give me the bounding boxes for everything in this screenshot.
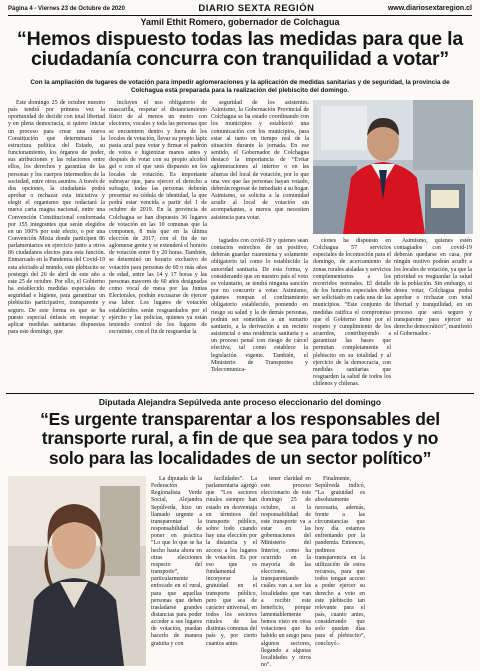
article1-text-4: tagiados con covid-19 y quienes sean contactos estrechos de un positivo, deberán guardar cuarentena y solamente obligatorio tal como lo establecido la autoridad sanitaria. De esta forma, y considerando que en nuestro país el voto es voluntario, se tendrá ninguna sanción por no concurrir a votar. Asimismo, quienes rompan el confinamiento obligatorio establecido, poniendo en riesgo su salud y la de demás personas, podrán ser sometidas a un sumario sanitario, a la derivación a un recinto asistencial o una residencia sanitaria y a un proceso penal con riesgo de cárcel efectiva, tal como establece la legislación vigente. También, el Ministerio de Transportes y Telecomunica- bbox=[211, 238, 308, 373]
article1-text-2: incluyen el uso obligatorio de mascarilla, respetar el distanciamiento físico de al menos un metro con electores, vocales y toda las personas que se encuentren dentro y fuera de los locales de votación, llevar su propio lápiz pasta azul para votar y firmar el padrón de votos e higienizar manos antes y después de votar con su propio alcohol gel o con el que será dispuesto en los locales de votación. Es importante subrayar que, para ejercer el derecho a sufragio, todas las personas deberán presentar su cédula de identidad, la que podrá estar vencida a partir del 1 de octubre de 2019. En la provincia de Colchagua se han dispuesto 36 lugares de votación en las 10 comunas que la componen, 8 más que en la última elección de 2017, con el fin de no aglomerar gente y se extenderá el horario de votación entre 8 y 20 horas. También, se determinó un horario exclusivo de votación para personas de 60 o más años de edad, entre las 14 y 17 horas y las personas mayores de 60 años designadas como vocal de mesa por las Juntas Electorales, podrán excusarse de ejercer esa labor. Los lugares de votación establecidos serán resguardados por el ejército y las policías, quienes ya están teniendo control de los lugares de escrutinio, con el fin de resguardar la bbox=[109, 100, 207, 335]
article2-kicker: Diputada Alejandra Sepúlveda ante proceso eleccionario del domingo bbox=[98, 397, 382, 407]
article2-column-6 bbox=[423, 476, 473, 666]
article2-text-2: facilidades”. La parlamentaria agregó que “Los sectores rurales siempre han estado en desventaja en términos del transporte público, sobre todo cuando hay una elección por la distancia y el acceso a los lugares de votación. Es por eso que es fundamental incorporar la gratuidad en el transporte público, pero que sea de carácter universal, en todos los sectores rurales de las distintas comunas del país y, por cierto cuantos antes bbox=[206, 476, 257, 647]
article1-column-5 bbox=[313, 238, 391, 390]
article1-column-6 bbox=[394, 238, 472, 390]
deputy-photo-image bbox=[8, 476, 146, 666]
article1-text-3: seguridad de los asistentes. Asimismo, la Gobernación Provincial de Colchagua se ha estado coordinando con los municipios y estableció una comunicación con los municipios, para estar al tanto en tiempo real de la situación durante la jornada. En ese sentido, el Gobernador de Colchagua destacó la importancia de “Evitar aglomeraciones al interior o en las afueras del local de votación, por lo que una vez que las personas hayan votado, deberán regresar de inmediato a su hogar. Asimismo, se solicita a la comunidad acudir al local de votación sin acompañantes, a menos que necesiten asistencia para votar. bbox=[211, 100, 309, 221]
article2-text-1: La diputada de la Federación Regionalista Verde Social, Alejandra Sepúlveda, hizo un llamado urgente a transparentar la responsabilidad de poner en práctica “Lo que lo que se ha hecho hasta ahora en otras elecciones respecto del transporte”, particularmente enfocado en el rural, para que aquellas personas que deben trasladarse grandes distancias para poder acceder a sus lugares de votación, puedan hacerlo de manera gratuita y con bbox=[151, 476, 202, 647]
section-divider bbox=[6, 393, 474, 394]
paper-name: DIARIO SEXTA REGIÓN bbox=[198, 3, 315, 14]
deputy-photo bbox=[8, 476, 146, 666]
page-date: Página 4 - Viernes 23 de Octubre de 2020 bbox=[8, 5, 125, 12]
article1-text-6: Asimismo, quienes estén contagiados con covid-19 deberán quedarse en casa, por ningún motivo podrán acudir a los locales de votación, ya que la prioridad es resguardar la salud de la población. Sin embargo, si desea votar, Colchagua podrá aprobar o rechazar con total libertad y tranquilidad, en un proceso que será seguro y transparente para ejercer su derecho democrático”, manifestó el Gobernador.- bbox=[394, 238, 473, 338]
article1-column-3 bbox=[211, 100, 309, 221]
article2-text-4: Finalmente, Sepúlveda indicó, “La gratuidad es absolutamente necesaria, además, frente a las circunstancias que hoy día estamos enfrentando por la pandemia. Entonces, pedimos transparencia en la utilización de estos recursos, para que todos tengan acceso a poder ejercer su derecho a voto en este plebiscito tan relevante para el país, cuanto antes, considerando que solo quedan días para el plebiscito”, concluyó.- bbox=[315, 476, 365, 647]
article2-column-3 bbox=[261, 476, 311, 669]
governor-photo bbox=[313, 100, 473, 234]
article2-text-3: tener claridad en este proceso eleccionario de este domingo 25 de octubre, si la responsabilidad de este transporte va a estar en las gobernaciones del Ministerio del Interior, como ha ocurrido en la mayoría de las elecciones, transparentando cuáles van a ser las localidades que van a recibir este beneficio, porque lamentablemente hemos visto en otras votaciones que ha habido un sesgo para algunos sectores, llegando a algunas localidades y otros no”. bbox=[261, 476, 311, 669]
website-link[interactable]: www.diariosextaregion.cl bbox=[387, 5, 472, 12]
article1-column-1 bbox=[8, 100, 105, 390]
article2-column-2 bbox=[206, 476, 257, 666]
article1-deck: Con la ampliación de lugares de votación para impedir aglomeraciones y la aplicación de medidas sanitarias y de seguridad, la provincia de Colchagua está preparada para la realización del plebiscito del domingo. bbox=[30, 79, 450, 94]
article1-headline: “Hemos dispuesto todas las medidas para que la ciudadanía concurra con tranquilidad a votar” bbox=[17, 28, 463, 71]
governor-photo-image bbox=[313, 100, 473, 234]
article2-column-5 bbox=[369, 476, 419, 666]
article1-text-5: ciones ha dispuesto en Colchagua 57 servicios especiales de locomoción para el domingo, de acercamiento de zonas rurales aisladas y servicios complementarios a los recorridos normales. El detalle de los horarios especiales debe ser solicitado en cada una de las municipios. “Este conjunto de medidas ratifica el compromiso que el Gobierno tiene por el respeto y cumplimiento de los acuerdos, contribuyendo a garantizar las bases que permitan completamente el plebiscito en su totalidad y al ejercicio de la democracia, con medidas sanitarias que resguarden la salud de todos los chilenos y chilenas. bbox=[313, 238, 391, 388]
article2-headline: “Es urgente transparentar a los responsables del transporte rural, a fin de que sea para todos y no solo para las localidades de un sector político” bbox=[40, 409, 440, 468]
article1-column-2 bbox=[109, 100, 207, 390]
article1-column-4 bbox=[211, 238, 308, 390]
masthead bbox=[8, 2, 472, 16]
article2-column-1 bbox=[151, 476, 202, 666]
article1-text-1: Este domingo 25 de octubre nuestro país tendrá por primera vez la oportunidad de decidir con total libertad y en plena democracia, si quiere iniciar un proceso para crear una nueva Constitución que determinará la estructura política del Estado, su funcionamiento, los órganos de poder, sus atribuciones y las relaciones entre ellos, los derechos y garantías de las personas y los cuerpos intermedios de la sociedad, entre otros asuntos. A través de dos opciones, la ciudadanía podrá aprobar o rechazar esta iniciativa y elegir el organismo que redactará la nueva carta magna nacional, entre una Convención Constitucional conformada por 155 integrantes que serán elegidos en un 100% por este efecto, o por una Convención Mixta donde participen 86 parlamentarios en ejercicio junto a otros 86 ciudadanos electos para esta función. Enmarcado en la Pandemia del Covid-19 esta afectado al mundo, este plebiscito se postergó del 26 de abril de este año a este 25 de octubre. Por ello, el Gobierno ha establecido medidas especiales de seguridad e higiene, para garantizar un plebiscito participativo, transparente y seguro. De este forma es que se ha puesto especial énfasis en respetar y aplicar medidas sanitarias dispuestas para este domingo, que bbox=[8, 100, 105, 335]
article2-column-4 bbox=[315, 476, 365, 666]
article1-kicker: Yamil Ethit Romero, gobernador de Colchagua bbox=[140, 17, 340, 27]
